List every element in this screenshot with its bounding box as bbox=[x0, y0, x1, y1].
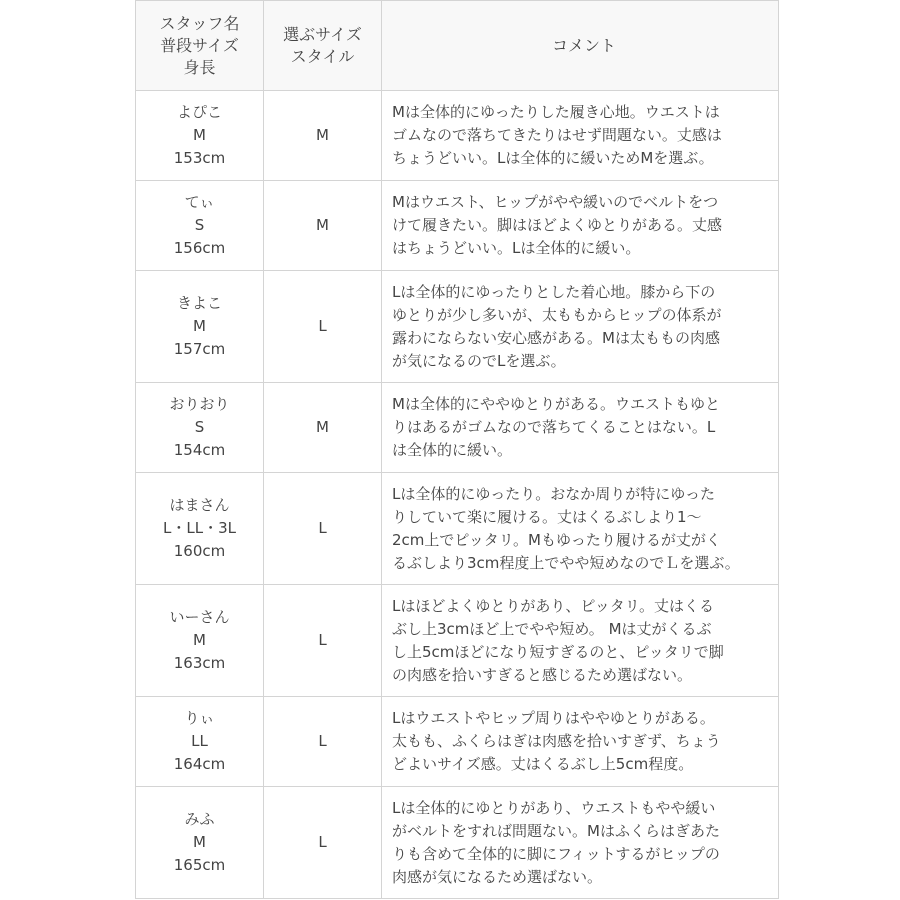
comment-line: Lは全体的にゆったりとした着心地。膝から下の bbox=[392, 282, 716, 301]
staff-height: 160cm bbox=[173, 542, 226, 560]
chosen-size: M bbox=[316, 418, 329, 436]
table-row bbox=[136, 787, 779, 899]
chosen-size-cell bbox=[264, 91, 382, 181]
staff-cell bbox=[136, 181, 264, 271]
staff-name: はまさん bbox=[169, 496, 230, 514]
header-staff-line: 普段サイズ bbox=[160, 35, 239, 55]
comment-line: はちょうどいい。Lは全体的に緩い。 bbox=[392, 239, 641, 257]
chosen-size: M bbox=[316, 126, 329, 144]
staff-cell bbox=[136, 473, 264, 585]
staff-usual: S bbox=[194, 216, 205, 234]
staff-cell bbox=[136, 585, 264, 697]
chosen-size-cell bbox=[264, 383, 382, 473]
header-staff bbox=[136, 1, 264, 91]
staff-cell bbox=[136, 697, 264, 787]
staff-name: よぴこ bbox=[176, 103, 222, 121]
comment-line: がベルトをすれば問題ない。Mはふくらはぎあた bbox=[392, 821, 720, 840]
chosen-size-cell bbox=[264, 473, 382, 585]
header-comment bbox=[382, 1, 779, 91]
chosen-size: L bbox=[318, 519, 327, 537]
table-row bbox=[136, 697, 779, 787]
header-staff-line: スタッフ名 bbox=[159, 13, 240, 33]
staff-usual: M bbox=[193, 631, 206, 649]
comment-line: し上5cmほどになり短すぎるのと、ピッタリで脚 bbox=[392, 642, 724, 661]
staff-usual: S bbox=[194, 418, 205, 436]
staff-height: 163cm bbox=[173, 654, 226, 672]
table-row bbox=[136, 585, 779, 697]
comment-line: Lはほどよくゆとりがあり、ピッタリ。丈はくる bbox=[392, 596, 715, 615]
table-row bbox=[136, 473, 779, 585]
comment-line: ぶし上3cmほど上でやや短め。 Mは丈がくるぶ bbox=[392, 619, 712, 638]
chosen-size: L bbox=[318, 732, 327, 750]
chosen-size: M bbox=[316, 216, 329, 234]
header-row bbox=[136, 1, 779, 91]
comment-line: Lはウエストやヒップ周りはややゆとりがある。 bbox=[392, 709, 715, 727]
comment-line: が気になるのでLを選ぶ。 bbox=[392, 351, 566, 370]
comment-line: るぶしより3cm程度上でやや短めなのでＬを選ぶ。 bbox=[392, 553, 740, 572]
staff-size-table bbox=[135, 0, 779, 899]
chosen-size: L bbox=[318, 631, 327, 649]
comment-line: ちょうどいい。Lは全体的に緩いためMを選ぶ。 bbox=[392, 149, 714, 167]
comment-line: りしていて楽に履ける。丈はくるぶしより1～ bbox=[392, 507, 702, 526]
comment-line: 肉感が気になるため選ばない。 bbox=[392, 867, 603, 886]
table-row bbox=[136, 383, 779, 473]
comment-line: 太もも、ふくらはぎは肉感を拾いすぎず、ちょう bbox=[392, 732, 721, 750]
staff-name: いーさん bbox=[169, 608, 230, 626]
staff-height: 154cm bbox=[173, 441, 226, 459]
comment-line: Lは全体的にゆとりがあり、ウエストもやや緩い bbox=[392, 798, 716, 817]
chosen-size-cell bbox=[264, 697, 382, 787]
comment-line: 露わにならない安心感がある。Mは太ももの肉感 bbox=[392, 328, 720, 347]
staff-cell bbox=[136, 383, 264, 473]
comment-line: りも含めて全体的に脚にフィットするがヒップの bbox=[392, 844, 720, 863]
staff-usual: M bbox=[193, 833, 206, 851]
header-size-line: 選ぶサイズ bbox=[283, 24, 362, 44]
staff-cell bbox=[136, 271, 264, 383]
staff-name: おりおり bbox=[169, 395, 230, 413]
comment-line: 2cm上でピッタリ。Mもゆったり履けるが丈がく bbox=[392, 530, 721, 549]
staff-cell bbox=[136, 91, 264, 181]
comment-cell bbox=[382, 271, 779, 383]
comment-cell bbox=[382, 787, 779, 899]
comment-cell bbox=[382, 91, 779, 181]
table-row bbox=[136, 271, 779, 383]
chosen-size-cell bbox=[264, 271, 382, 383]
staff-name: てぃ bbox=[184, 193, 215, 211]
header-size-line: スタイル bbox=[290, 46, 355, 66]
table-row bbox=[136, 91, 779, 181]
staff-height: 164cm bbox=[173, 755, 226, 773]
staff-height: 165cm bbox=[173, 856, 226, 874]
chosen-size-cell bbox=[264, 787, 382, 899]
comment-line: Mはウエスト、ヒップがやや緩いのでベルトをつ bbox=[392, 193, 719, 211]
header-staff-line: 身長 bbox=[183, 57, 216, 77]
staff-usual: L・LL・3L bbox=[163, 519, 236, 537]
staff-cell bbox=[136, 787, 264, 899]
staff-height: 153cm bbox=[173, 149, 226, 167]
comment-cell bbox=[382, 383, 779, 473]
comment-line: の肉感を拾いすぎると感じるため選ばない。 bbox=[392, 665, 693, 684]
staff-name: きよこ bbox=[176, 294, 222, 312]
comment-line: Lは全体的にゆったり。おなか周りが特にゆった bbox=[392, 484, 716, 503]
comment-line: は全体的に緩い。 bbox=[392, 441, 513, 459]
comment-cell bbox=[382, 585, 779, 697]
chosen-size-cell bbox=[264, 181, 382, 271]
staff-usual: M bbox=[193, 317, 206, 335]
comment-cell bbox=[382, 181, 779, 271]
staff-usual: LL bbox=[191, 732, 208, 750]
chosen-size-cell bbox=[264, 585, 382, 697]
chosen-size: L bbox=[318, 317, 327, 335]
comment-cell bbox=[382, 697, 779, 787]
comment-cell bbox=[382, 473, 779, 585]
table-row bbox=[136, 181, 779, 271]
staff-name: りぃ bbox=[184, 709, 215, 727]
staff-height: 156cm bbox=[173, 239, 226, 257]
comment-line: どよいサイズ感。丈はくるぶし上5cm程度。 bbox=[392, 755, 694, 773]
header-size bbox=[264, 1, 382, 91]
comment-line: けて履きたい。脚はほどよくゆとりがある。丈感 bbox=[392, 216, 723, 234]
chosen-size: L bbox=[318, 833, 327, 851]
staff-height: 157cm bbox=[173, 340, 226, 358]
comment-line: りはあるがゴムなので落ちてくることはない。L bbox=[392, 418, 716, 436]
staff-usual: M bbox=[193, 126, 206, 144]
comment-line: Mは全体的にややゆとりがある。ウエストもゆと bbox=[392, 395, 720, 413]
header-comment-label: コメント bbox=[551, 35, 616, 55]
comment-line: ゴムなので落ちてきたりはせず問題ない。丈感は bbox=[392, 126, 722, 144]
staff-name: みふ bbox=[184, 810, 215, 828]
comment-line: Mは全体的にゆったりした履き心地。ウエストは bbox=[392, 103, 720, 121]
comment-line: ゆとりが少し多いが、太ももからヒップの体系が bbox=[392, 305, 722, 324]
